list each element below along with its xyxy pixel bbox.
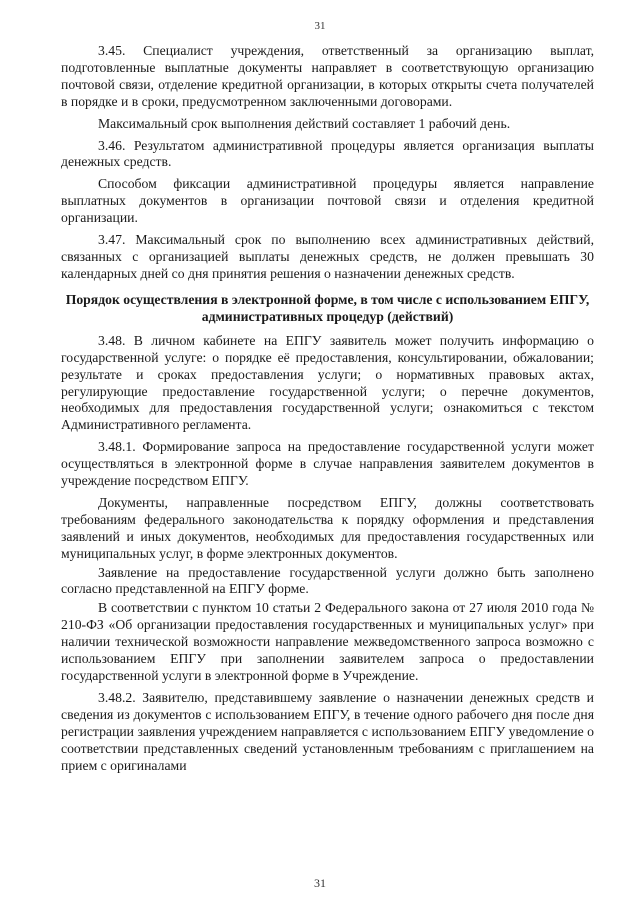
- paragraph-3-47: 3.47. Максимальный срок по выполнению всех административных действий, связанных с организацией выплаты денежных средств, не должен превышать 30 календарных дней со дня принятия решения о назначении денежных средств.: [61, 232, 594, 281]
- paragraph-3-48-2: 3.48.2. Заявителю, представившему заявление о назначении денежных средств и сведения из документов с использованием ЕПГУ, в течение одного рабочего дня после дня регистрации заявления учреждением направляется с использованием ЕПГУ уведомление о соответствии представленных сведений установленным требованиям с приглашением на прием с оригиналами: [61, 689, 594, 773]
- page-number-top: 31: [314, 20, 326, 32]
- section-heading: Порядок осуществления в электронной форме, в том числе с использованием ЕПГУ, административных процедур (действий): [65, 291, 590, 324]
- paragraph-fixation-method: Способом фиксации административной процедуры является направление выплатных документов в организации почтовой связи и отделения кредитной организации.: [61, 176, 594, 226]
- paragraph-3-45: 3.45. Специалист учреждения, ответственный за организацию выплат, подготовленные выплатные документы направляет в соответствующую организацию почтовой связи, отделение кредитной организации, в которых открыты счета получателей в порядке и в сроки, предусмотренном заключенными договорами.: [61, 43, 594, 109]
- paragraph-3-48-1: 3.48.1. Формирование запроса на предоставление государственной услуги может осуществляться в электронной форме в случае направления заявителем документов в учреждение посредством ЕПГУ.: [61, 439, 594, 489]
- page-number-bottom: 31: [314, 876, 326, 890]
- paragraph-3-46: 3.46. Результатом административной процедуры является организация выплаты денежных средств.: [61, 137, 594, 170]
- document-body: [61, 43, 594, 774]
- paragraph-max-term-1: Максимальный срок выполнения действий составляет 1 рабочий день.: [98, 115, 511, 131]
- paragraph-documents-requirements: Документы, направленные посредством ЕПГУ, должны соответствовать требованиям федерального законодательства к порядку оформления и представления заявлений и иных документов, необходимых для предоставления государственных или муниципальных услуг, в форме электронных документов.: [61, 494, 594, 561]
- paragraph-federal-law: В соответствии с пунктом 10 статьи 2 Федерального закона от 27 июля 2010 года № 210-ФЗ «Об организации предоставления государственных и муниципальных услуг» при наличии технической возможности направление межведомственного запроса возможно с использованием ЕПГУ при заполнении заявителем запроса о предоставлении государственной услуги в электронной форме в Учреждение.: [61, 600, 594, 683]
- paragraph-application-form: Заявление на предоставление государственной услуги должно быть заполнено согласно представленной на ЕПГУ форме.: [61, 564, 594, 597]
- paragraph-3-48: 3.48. В личном кабинете на ЕПГУ заявитель может получить информацию о государственной услуге: о порядке её предоставления, консультировании, обжаловании; результате и сроках предоставления услуги; о нормативных правовых актах, регулирующие предоставление государственной услуги; о перечне документов, необходимых для предоставления государственной услуги; ознакомиться с текстом Административного регламента.: [61, 332, 594, 433]
